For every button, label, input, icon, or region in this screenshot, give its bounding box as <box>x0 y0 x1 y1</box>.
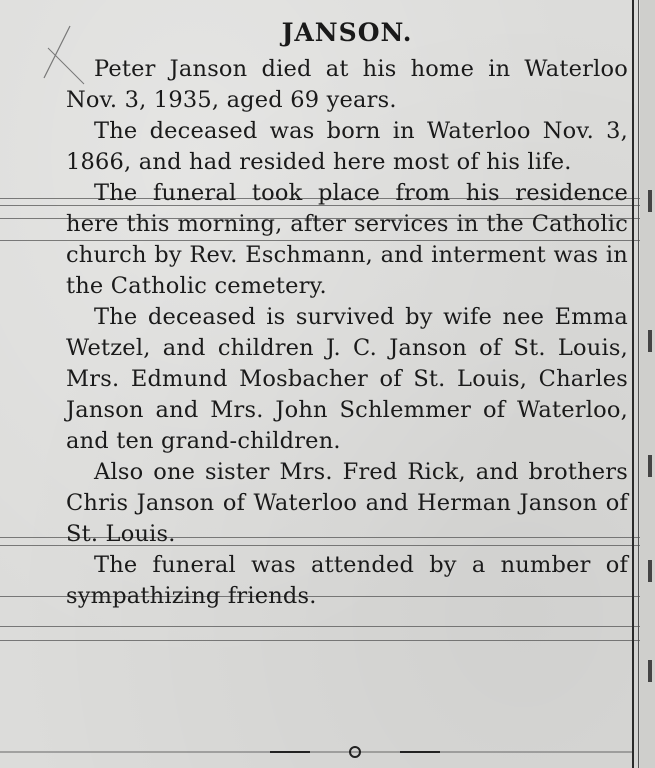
edge-mark <box>648 455 652 477</box>
paragraph-death-notice: Peter Janson died at his home in Waterloo Nov. 3, 1935, aged 69 years. <box>66 56 628 113</box>
end-ornament-icon <box>0 742 632 762</box>
edge-mark <box>648 660 652 682</box>
edge-mark <box>648 190 652 212</box>
headline: JANSON. <box>281 18 413 47</box>
paragraph-attendance: The funeral was attended by a number of sympathizing friends. <box>66 552 628 609</box>
paragraph-funeral: The funeral took place from his residence here this morning, after services in the Catholic church by Rev. Eschmann, and interment was in the Catholic cemetery. <box>66 180 628 299</box>
paragraph-survivors: The deceased is survived by wife nee Emma Wetzel, and children J. C. Janson of St. Louis, Mrs. Edmund Mosbacher of St. Louis, Charles Janson and Mrs. John Schlemmer of Waterloo, and ten grand-children. <box>66 304 628 454</box>
paragraph-siblings: Also one sister Mrs. Fred Rick, and brothers Chris Janson of Waterloo and Herman Janson of St. Louis. <box>66 459 628 547</box>
obituary-article <box>66 18 628 612</box>
column-rule <box>638 0 639 768</box>
edge-mark <box>648 330 652 352</box>
edge-mark <box>648 560 652 582</box>
printed-rule <box>0 640 640 641</box>
page-edge <box>640 0 655 768</box>
paragraph-birth: The deceased was born in Waterloo Nov. 3, 1866, and had resided here most of his life. <box>66 118 628 175</box>
printed-rule <box>0 626 640 627</box>
column-rule <box>632 0 634 768</box>
